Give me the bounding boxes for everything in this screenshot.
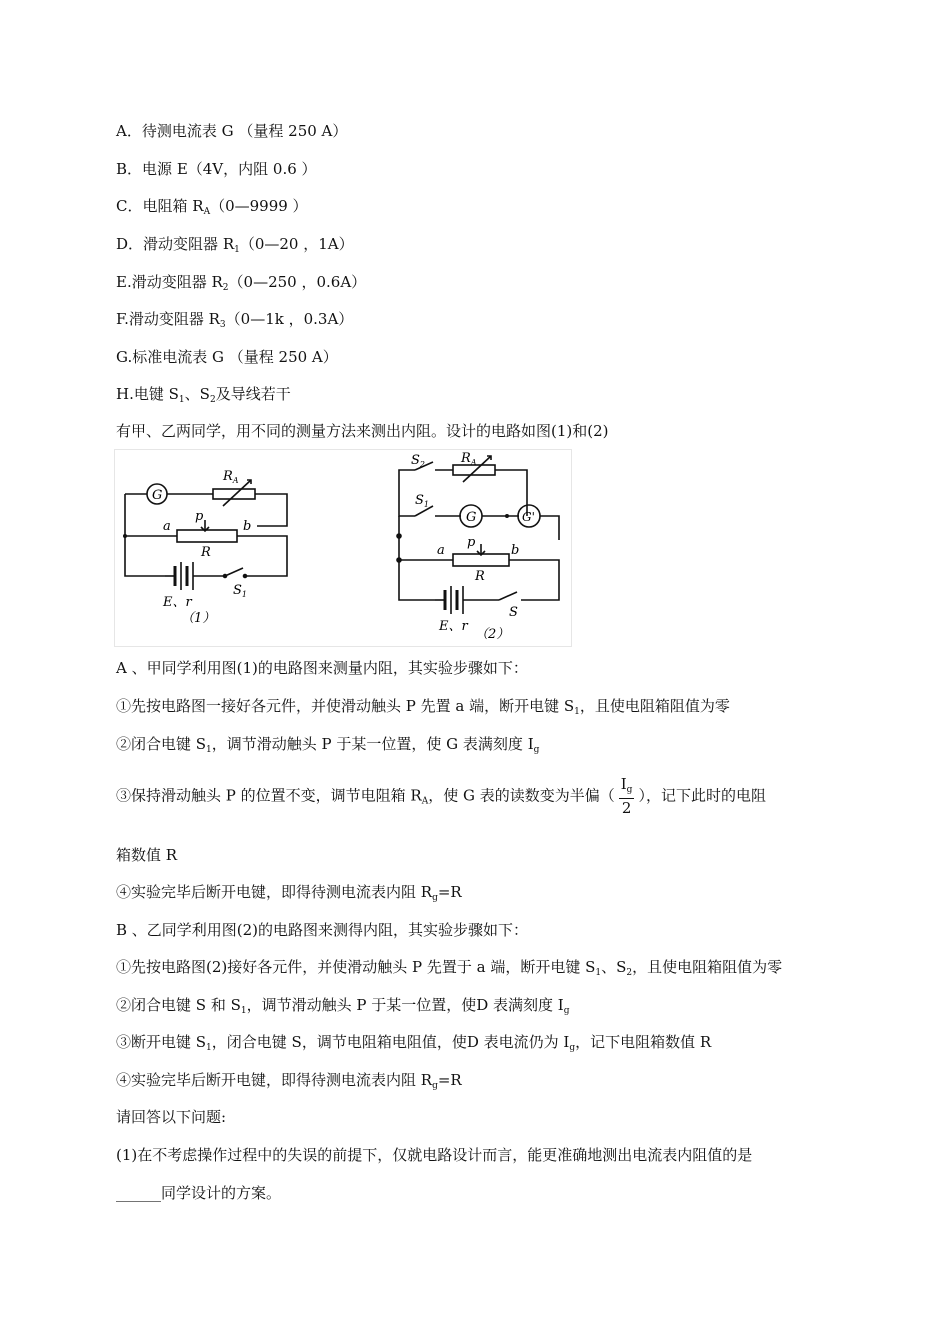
part-a-step3b: 箱数值 R <box>116 846 178 864</box>
answer-blank[interactable]: ______ <box>116 1184 161 1202</box>
fig1-ra-label: $R_A$ <box>223 469 239 485</box>
intro-text: 有甲、乙两同学，用不同的测量方法来测出内阻。设计的电路如图(1)和(2) <box>116 422 609 440</box>
fig1-r-label: R <box>201 545 211 560</box>
question-1: (1)在不考虑操作过程中的失误的前提下，仅就电路设计而言，能更准确地测出电流表内阻值的是 <box>116 1146 753 1164</box>
circuit-diagrams <box>115 450 571 646</box>
part-b-step1: ①先按电路图(2)接好各元件，并使滑动触头 P 先置于 a 端，断开电键 $S_1$、$S_2$，且使电阻箱阻值为零 <box>116 958 783 978</box>
part-a-step3: ③保持滑动触头 P 的位置不变，调节电阻箱 $R_A$，使 G 表的读数变为半偏（ $\frac{I_g}{2}$ ），记下此时的电阻 <box>116 775 766 817</box>
equipment-h: H.电键 $S_1$、$S_2$及导线若干 <box>116 385 291 405</box>
question-1-cont: ______同学设计的方案。 <box>116 1184 282 1202</box>
fig2-gp-label: G' <box>522 510 535 524</box>
fig2-ra-label: $R_A$ <box>461 451 477 467</box>
equipment-g: G.标准电流表 G （量程 250 A） <box>116 348 338 366</box>
part-b-heading: B 、乙同学利用图(2)的电路图来测得内阻，其实验步骤如下： <box>116 921 529 939</box>
part-b-step2: ②闭合电键 S 和 $S_1$，调节滑动触头 P 于某一位置，使D 表满刻度 $I_g$ <box>116 996 570 1016</box>
fig1-caption: （1） <box>181 611 216 626</box>
fig2-b-label: b <box>511 543 520 558</box>
fig2-e-label: E、r <box>439 619 468 634</box>
fig1-g-label: G <box>152 488 163 503</box>
question-prompt: 请回答以下问题: <box>116 1108 227 1126</box>
equipment-d: D．滑动变阻器 $R_1(0—20$ ，1A） <box>116 235 354 255</box>
circuit-figure <box>114 449 572 647</box>
equipment-c: C．电阻箱 $R_A(0—9999$ ） <box>116 197 308 217</box>
part-a-step2: ②闭合电键 $S_1$，调节滑动触头 P 于某一位置，使 G 表满刻度 $I_g$ <box>116 735 540 755</box>
fig2-s2-label: $S_2$ <box>411 453 425 469</box>
fig1-e-label: E、r <box>163 595 192 610</box>
part-a-heading: A 、甲同学利用图(1)的电路图来测量内阻，其实验步骤如下： <box>116 659 528 677</box>
fig2-s1-label: $S_1$ <box>415 493 429 509</box>
fig1-a-label: a <box>163 519 171 534</box>
equipment-a: A．待测电流表 G （量程 250 A） <box>116 122 348 140</box>
part-b-step4: ④实验完毕后断开电键，即得待测电流表内阻 $R_g=R$ <box>116 1071 462 1091</box>
equipment-e: E.滑动变阻器 $R_2(0—250$ ，0.6A） <box>116 273 367 293</box>
part-b-step3: ③断开电键 $S_1$，闭合电键 S，调节电阻箱电阻值，使D 表电流仍为 $I_g$，记下电阻箱数值 R <box>116 1033 712 1053</box>
fig2-g-label: G <box>466 510 477 525</box>
fig2-r-label: R <box>475 569 485 584</box>
fig2-p-label: p <box>467 535 476 550</box>
fig2-s-label: S <box>509 605 518 620</box>
fig2-a-label: a <box>437 543 445 558</box>
equipment-f: F.滑动变阻器 $R_3(0—1k$ ，0.3A） <box>116 310 354 330</box>
part-a-step4: ④实验完毕后断开电键，即得待测电流表内阻 $R_g=R$ <box>116 883 462 903</box>
equipment-b: B．电源 E（4V，内阻 0.6 ） <box>116 160 317 178</box>
half-fraction: $\frac{I_g}{2}$ <box>620 775 633 817</box>
fig2-caption: （2） <box>475 627 510 642</box>
fig1-p-label: p <box>195 509 204 524</box>
part-a-step1: ①先按电路图一接好各元件，并使滑动触头 P 先置 a 端，断开电键 $S_1$，且使电阻箱阻值为零 <box>116 697 730 717</box>
fig1-b-label: b <box>243 519 252 534</box>
fig1-s1-label: $S_1$ <box>233 583 247 599</box>
